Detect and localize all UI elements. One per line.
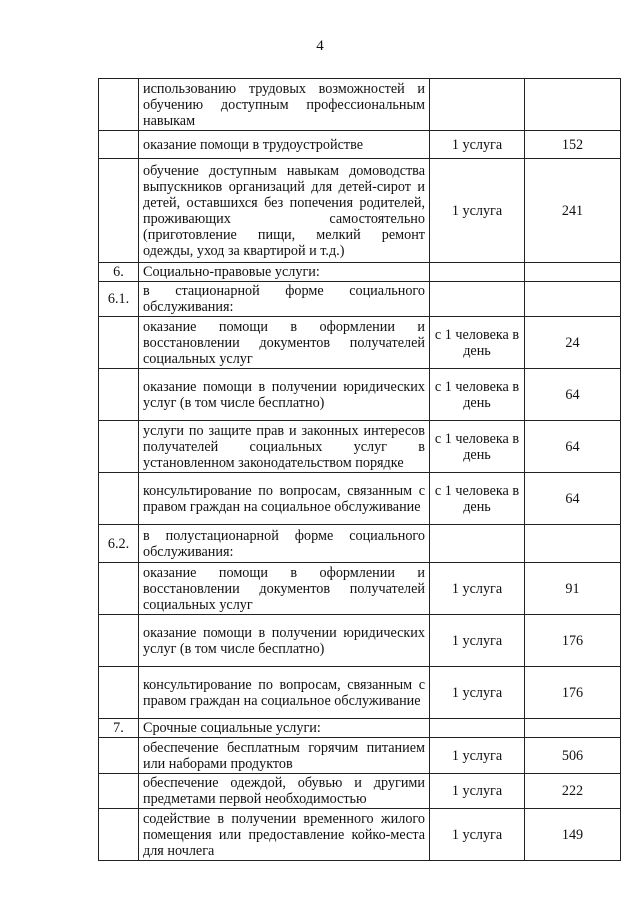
table-row xyxy=(99,809,621,861)
service-unit: 1 услуга xyxy=(430,738,525,774)
service-name: обеспечение одеждой, обувью и другими предметами первой необходимостью xyxy=(139,774,430,809)
row-number xyxy=(99,159,139,263)
service-unit: с 1 человека в день xyxy=(430,317,525,369)
service-name: оказание помощи в трудоустройстве xyxy=(139,131,430,159)
service-value: 64 xyxy=(525,369,621,421)
service-name: обучение доступным навыкам домоводства выпускников организаций для детей-сирот и детей, оставшихся без попечения родителей, проживающих самостоятельно (приготовление пищи, мелкий ремонт одежды, уход за квартирой и т.д.) xyxy=(139,159,430,263)
row-number xyxy=(99,667,139,719)
service-unit: 1 услуга xyxy=(430,667,525,719)
service-unit xyxy=(430,79,525,131)
table-row xyxy=(99,159,621,263)
row-number: 6.2. xyxy=(99,525,139,563)
service-unit: 1 услуга xyxy=(430,159,525,263)
service-value xyxy=(525,719,621,738)
service-unit: 1 услуга xyxy=(430,774,525,809)
service-value: 241 xyxy=(525,159,621,263)
service-value: 176 xyxy=(525,615,621,667)
service-name: консультирование по вопросам, связанным с правом граждан на социальное обслуживание xyxy=(139,473,430,525)
service-value: 91 xyxy=(525,563,621,615)
service-value: 506 xyxy=(525,738,621,774)
service-name: консультирование по вопросам, связанным с правом граждан на социальное обслуживание xyxy=(139,667,430,719)
service-name: оказание помощи в оформлении и восстановлении документов получателей социальных услуг xyxy=(139,317,430,369)
service-name: Социально-правовые услуги: xyxy=(139,263,430,282)
service-name: обеспечение бесплатным горячим питанием или наборами продуктов xyxy=(139,738,430,774)
service-name: в полустационарной форме социального обслуживания: xyxy=(139,525,430,563)
service-value: 149 xyxy=(525,809,621,861)
table-row xyxy=(99,369,621,421)
table-row xyxy=(99,719,621,738)
table-row xyxy=(99,774,621,809)
table-row xyxy=(99,263,621,282)
row-number xyxy=(99,317,139,369)
service-value xyxy=(525,79,621,131)
row-number: 7. xyxy=(99,719,139,738)
row-number xyxy=(99,738,139,774)
table-row xyxy=(99,667,621,719)
service-name: Срочные социальные услуги: xyxy=(139,719,430,738)
table-row xyxy=(99,317,621,369)
service-value: 152 xyxy=(525,131,621,159)
service-name: оказание помощи в получении юридических услуг (в том числе бесплатно) xyxy=(139,615,430,667)
service-value: 222 xyxy=(525,774,621,809)
service-value xyxy=(525,282,621,317)
service-unit xyxy=(430,525,525,563)
service-unit: 1 услуга xyxy=(430,563,525,615)
service-name: использованию трудовых возможностей и обучению доступным профессиональным навыкам xyxy=(139,79,430,131)
service-name: содействие в получении временного жилого помещения или предоставление койко-места для ночлега xyxy=(139,809,430,861)
services-table xyxy=(98,78,621,861)
row-number xyxy=(99,615,139,667)
row-number xyxy=(99,421,139,473)
service-value xyxy=(525,263,621,282)
service-name: оказание помощи в получении юридических услуг (в том числе бесплатно) xyxy=(139,369,430,421)
service-value: 64 xyxy=(525,473,621,525)
service-name: услуги по защите прав и законных интересов получателей социальных услуг в установленном законодательством порядке xyxy=(139,421,430,473)
row-number xyxy=(99,79,139,131)
table-row xyxy=(99,563,621,615)
service-name: оказание помощи в оформлении и восстановлении документов получателей социальных услуг xyxy=(139,563,430,615)
table-row xyxy=(99,525,621,563)
table-row xyxy=(99,131,621,159)
row-number xyxy=(99,473,139,525)
page-number: 4 xyxy=(316,38,324,54)
service-value: 64 xyxy=(525,421,621,473)
table-row xyxy=(99,79,621,131)
service-unit: 1 услуга xyxy=(430,809,525,861)
row-number xyxy=(99,369,139,421)
service-unit: 1 услуга xyxy=(430,131,525,159)
service-name: в стационарной форме социального обслуживания: xyxy=(139,282,430,317)
service-value: 24 xyxy=(525,317,621,369)
service-unit xyxy=(430,263,525,282)
service-value: 176 xyxy=(525,667,621,719)
row-number xyxy=(99,563,139,615)
row-number xyxy=(99,774,139,809)
services-table-body xyxy=(99,79,621,861)
table-row xyxy=(99,282,621,317)
service-unit: 1 услуга xyxy=(430,615,525,667)
service-unit: с 1 человека в день xyxy=(430,473,525,525)
service-unit xyxy=(430,282,525,317)
row-number xyxy=(99,131,139,159)
service-unit: с 1 человека в день xyxy=(430,421,525,473)
table-row xyxy=(99,473,621,525)
table-row xyxy=(99,615,621,667)
table-row xyxy=(99,421,621,473)
row-number: 6.1. xyxy=(99,282,139,317)
service-unit xyxy=(430,719,525,738)
service-unit: с 1 человека в день xyxy=(430,369,525,421)
table-row xyxy=(99,738,621,774)
row-number xyxy=(99,809,139,861)
service-value xyxy=(525,525,621,563)
row-number: 6. xyxy=(99,263,139,282)
